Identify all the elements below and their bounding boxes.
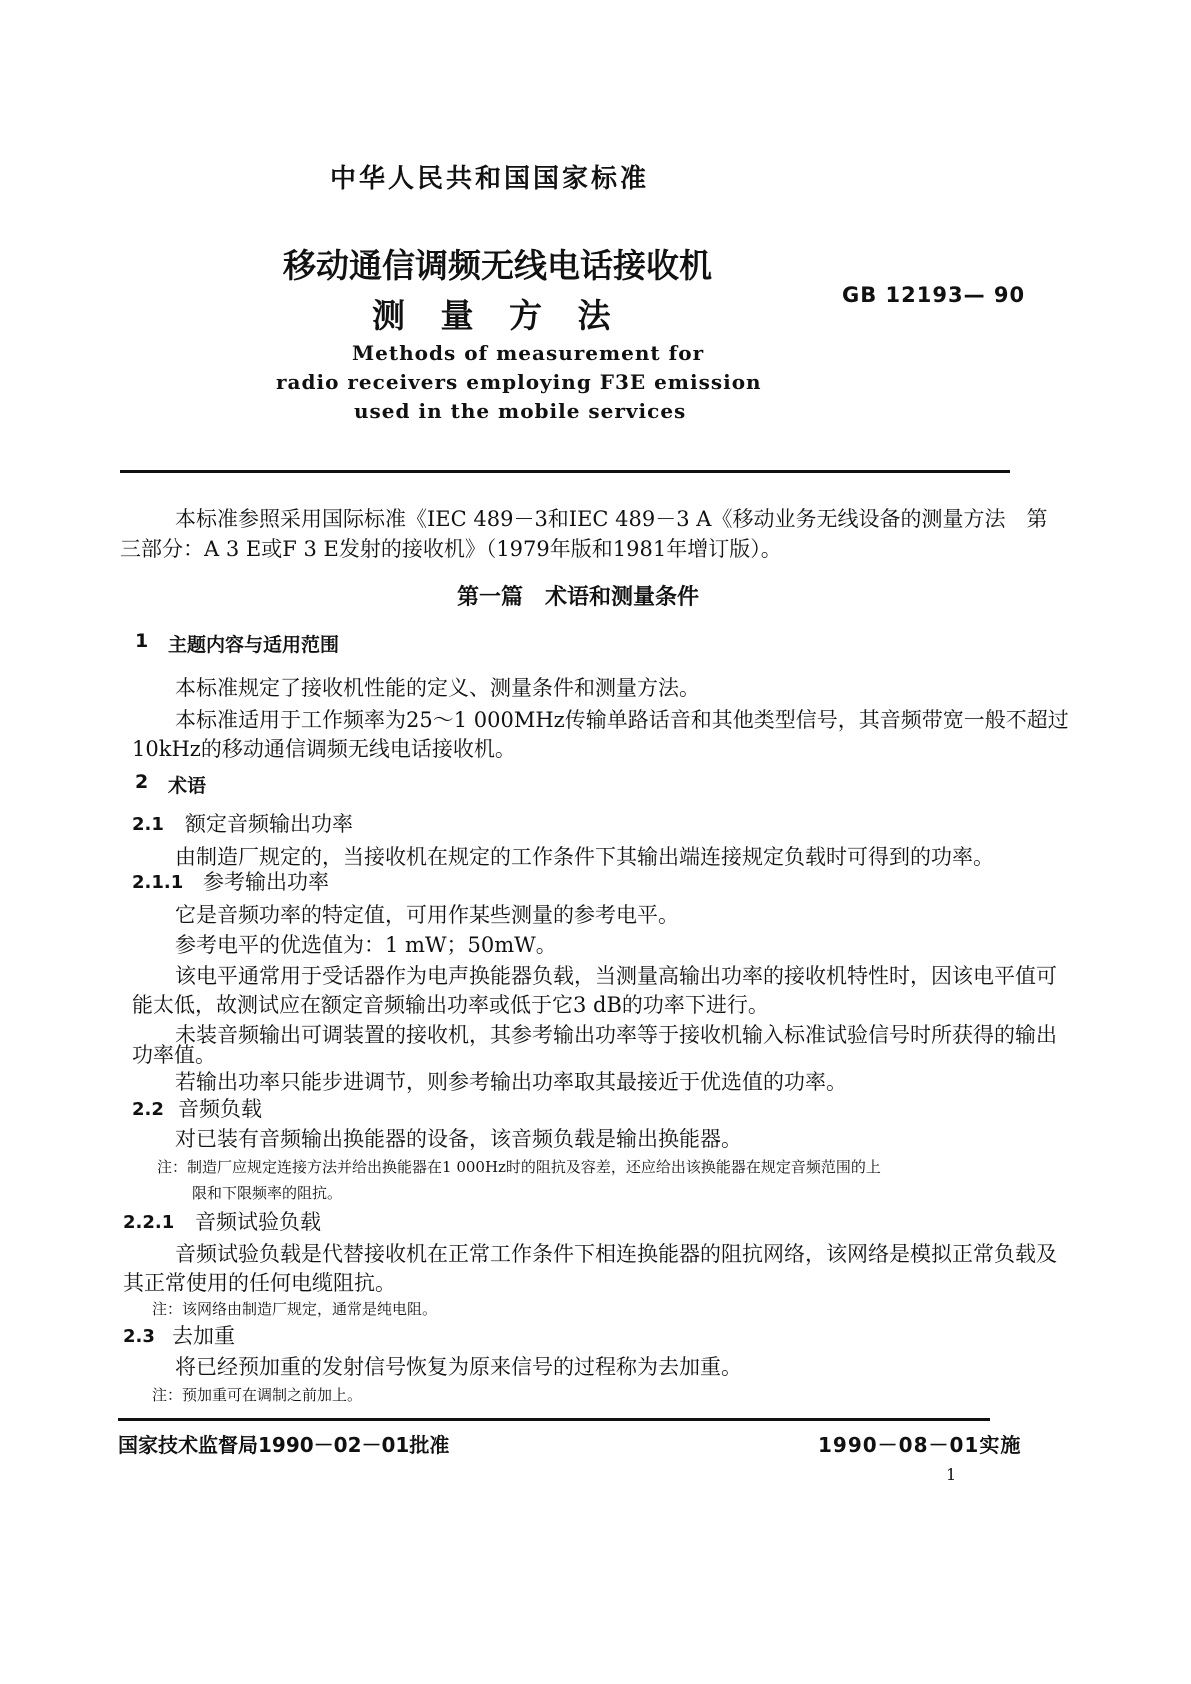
paragraph-continuation: 其正常使用的任何电缆阻抗。: [123, 1271, 396, 1295]
preface-line1: 本标准参照采用国际标准《IEC 489－3和IEC 489－3 A《移动业务无线设备的测量方法 第: [175, 507, 1048, 531]
subsection-title: 音频试验负载: [195, 1210, 321, 1234]
paragraph: 本标准适用于工作频率为25～1 000MHz传输单路话音和其他类型信号，其音频带宽一般不超过: [175, 708, 1069, 732]
paragraph-continuation: 功率值。: [132, 1043, 216, 1067]
note: 注：该网络由制造厂规定，通常是纯电阻。: [152, 1300, 438, 1318]
approval-date: 国家技术监督局1990－02－01批准: [118, 1433, 450, 1457]
english-title-line2: radio receivers employing F3E emission: [276, 370, 762, 394]
paragraph: 该电平通常用于受话器作为电声换能器负载，当测量高输出功率的接收机特性时，因该电平值可: [175, 964, 1057, 988]
section-heading: 术语: [168, 775, 207, 797]
paragraph: 参考电平的优选值为：1 mW；50mW。: [175, 933, 557, 957]
paragraph-continuation: 能太低，故测试应在额定音频输出功率或低于它3 dB的功率下进行。: [132, 993, 769, 1017]
subsection-title: 参考输出功率: [203, 870, 329, 894]
paragraph: 本标准规定了接收机性能的定义、测量条件和测量方法。: [175, 676, 700, 700]
note: 注：制造厂应规定连接方法并给出换能器在1 000Hz时的阻抗及容差，还应给出该换能器在规定音频范围的上: [157, 1158, 881, 1176]
english-title-line3: used in the mobile services: [354, 399, 687, 423]
paragraph-continuation: 10kHz的移动通信调频无线电话接收机。: [132, 737, 516, 761]
document-title-line1: 移动通信调频无线电话接收机: [283, 246, 712, 285]
subsection-title: 音频负载: [178, 1097, 262, 1121]
subsection-title: 额定音频输出功率: [185, 812, 353, 836]
subsection-number: 2.2: [132, 1099, 164, 1120]
paragraph: 未装音频输出可调装置的接收机，其参考输出功率等于接收机输入标准试验信号时所获得的输出: [175, 1023, 1057, 1047]
subsection-number: 2.1: [132, 814, 164, 835]
part-title: 第一篇 术语和测量条件: [457, 585, 700, 610]
document-title-line2: 测 量 方 法: [372, 296, 623, 335]
paragraph: 对已装有音频输出换能器的设备，该音频负载是输出换能器。: [175, 1127, 742, 1151]
country-standard-title: 中华人民共和国国家标准: [330, 164, 650, 194]
effective-date: 1990－08－01实施: [818, 1433, 1022, 1457]
subsection-number: 2.1.1: [132, 872, 184, 893]
section-heading: 主题内容与适用范围: [168, 634, 340, 656]
subsection-number: 2.3: [123, 1326, 155, 1347]
standard-code: GB 12193— 90: [842, 283, 1026, 307]
paragraph: 若输出功率只能步进调节，则参考输出功率取其最接近于优选值的功率。: [175, 1070, 847, 1094]
paragraph: 将已经预加重的发射信号恢复为原来信号的过程称为去加重。: [175, 1355, 742, 1379]
subsection-number: 2.2.1: [123, 1212, 175, 1233]
section-number: 2: [135, 771, 149, 793]
english-title-line1: Methods of measurement for: [352, 341, 705, 365]
footer-divider: [118, 1418, 990, 1421]
paragraph: 由制造厂规定的，当接收机在规定的工作条件下其输出端连接规定负载时可得到的功率。: [175, 845, 994, 869]
section-number: 1: [135, 630, 149, 652]
note-continuation: 限和下限频率的阻抗。: [192, 1184, 343, 1202]
page-number: 1: [946, 1465, 957, 1484]
note: 注：预加重可在调制之前加上。: [152, 1386, 363, 1404]
preface-line2: 三部分：A 3 E或F 3 E发射的接收机》（1979年版和1981年增订版）。: [120, 537, 782, 561]
header-divider: [120, 470, 1010, 473]
subsection-title: 去加重: [172, 1324, 235, 1348]
paragraph: 音频试验负载是代替接收机在正常工作条件下相连换能器的阻抗网络，该网络是模拟正常负载及: [175, 1242, 1057, 1266]
paragraph: 它是音频功率的特定值，可用作某些测量的参考电平。: [175, 903, 679, 927]
